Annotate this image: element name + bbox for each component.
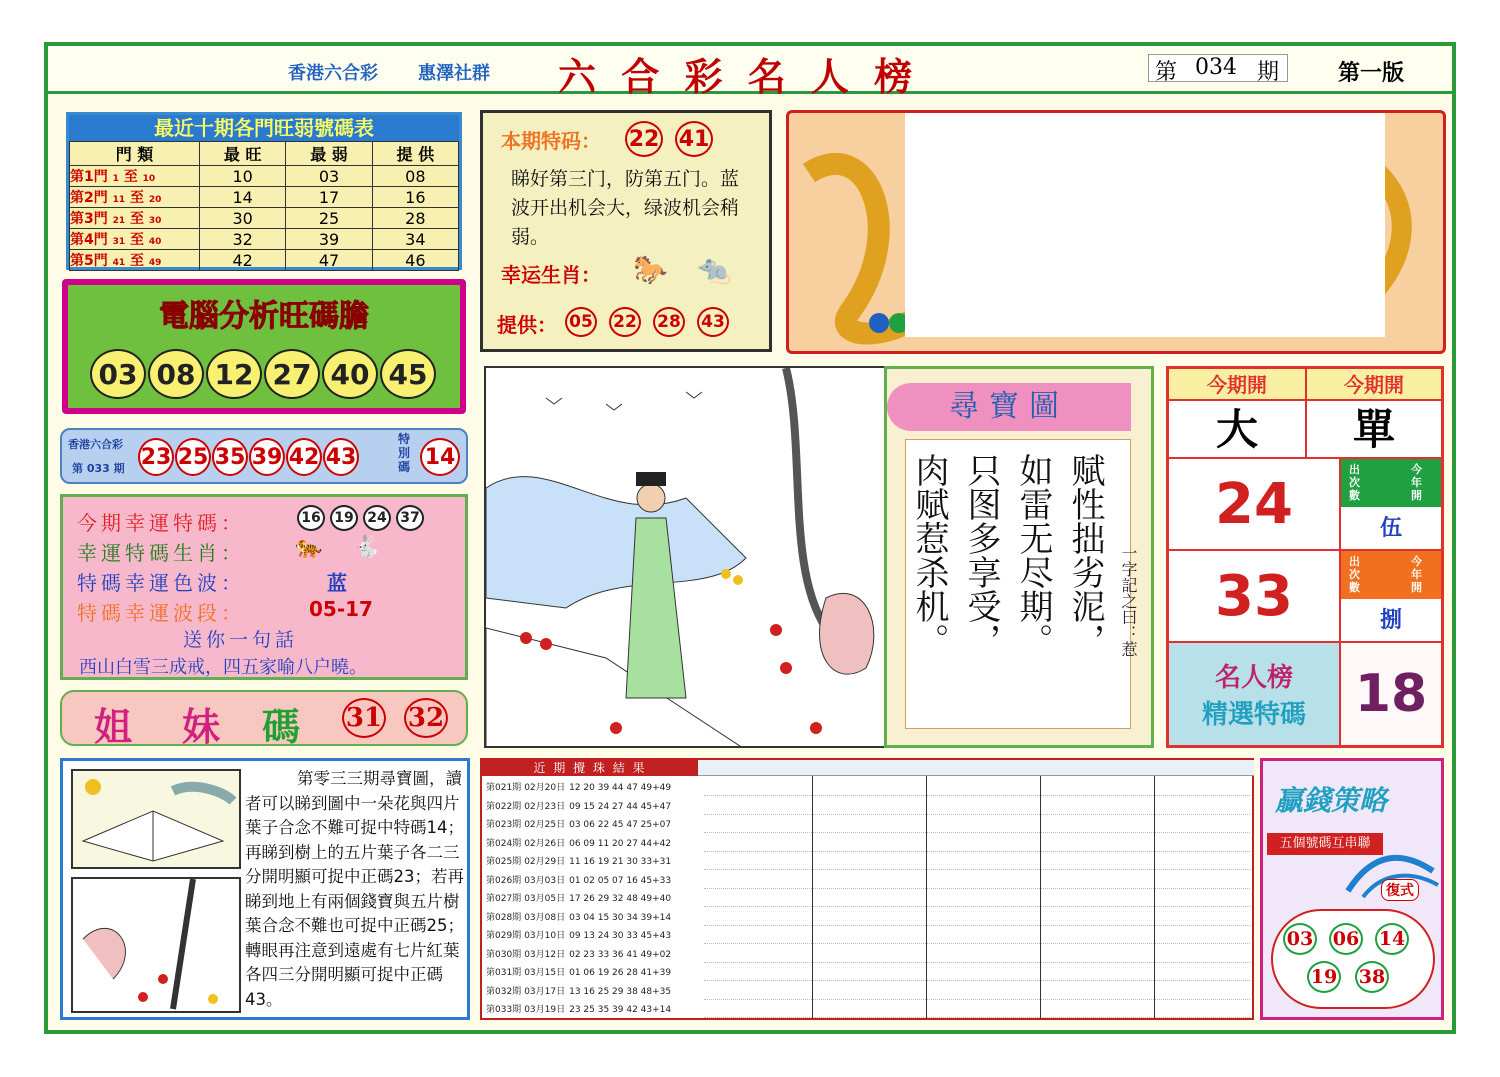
history-row: [486, 910, 696, 928]
issue-box: [1148, 54, 1288, 85]
table-row: [70, 166, 459, 187]
strategy-title: 贏錢策略: [1275, 784, 1388, 817]
scene-drawing: [486, 368, 886, 748]
poem-line: 只图多享受，: [961, 453, 1001, 657]
open-odd: 單: [1307, 401, 1441, 459]
history-row: [486, 780, 696, 798]
poem-line: 肉赋惹杀机。: [909, 453, 949, 657]
history-issue: 第024期: [486, 838, 522, 849]
history-issue: 第026期: [486, 875, 522, 886]
cell-max: 10: [200, 166, 286, 187]
history-date: 03月08日: [524, 912, 566, 923]
last-draw-label: 香港六合彩: [68, 438, 123, 451]
history-dot-row: [704, 1004, 1250, 1018]
ball-header: [698, 760, 1254, 776]
lucky-saying: 西山白雪三成戒，四五家喻八户曉。: [79, 657, 367, 678]
history-dot-row: [704, 856, 1250, 870]
number-ball: 45: [380, 349, 436, 399]
poem-columns: [907, 453, 1107, 657]
cell-min: 25: [286, 208, 372, 229]
gate-to: 40: [148, 237, 162, 247]
table-row: [70, 229, 459, 250]
cell-give: 16: [372, 187, 458, 208]
history-numbers: 03 04 15 30 34 39+14: [569, 912, 672, 923]
open-header-1: 今期開: [1169, 369, 1307, 401]
number-ball: 23: [138, 438, 174, 476]
history-row: [486, 836, 696, 854]
number-ball: 25: [175, 438, 211, 476]
number-ball: 38: [1355, 961, 1389, 993]
number-ball: 28: [653, 307, 685, 337]
history-date: 02月20日: [524, 783, 566, 793]
pick-number: 18: [1341, 643, 1441, 745]
page-title: 六 合 彩 名 人 榜: [558, 55, 919, 99]
history-row: [486, 928, 696, 946]
history-numbers: 17 26 29 32 48 49+40: [569, 894, 672, 904]
special-code-label: 本期特码：: [501, 129, 601, 153]
history-issue: 第027期: [486, 894, 522, 904]
history-dot-row: [704, 819, 1250, 833]
lucky-color-value: 蓝: [327, 571, 347, 595]
famous-label: 名人榜: [1214, 663, 1293, 693]
computer-nums: [90, 349, 436, 399]
history-issue: 第022期: [486, 801, 522, 812]
history-dot-row: [704, 838, 1250, 852]
gate-from: 1: [112, 174, 119, 184]
poem-line: 赋性拙劣泥，: [1065, 453, 1105, 657]
gate-label: 第2門: [70, 190, 108, 206]
treasure-poem-box: [884, 366, 1154, 748]
number-ball: 16: [297, 505, 325, 531]
cell-min: 47: [286, 250, 372, 271]
computer-title: 電腦分析旺碼膽: [159, 299, 369, 334]
lucky-special-label: 今期幸運特碼：: [77, 511, 245, 535]
explain-box: [60, 758, 470, 1020]
gate-zhi: 至: [130, 232, 145, 248]
history-numbers: 12 20 39 44 47 49+49: [569, 783, 672, 793]
cell-max: 30: [200, 208, 286, 229]
number-ball: 05: [565, 307, 597, 337]
number-ball: 27: [264, 349, 320, 399]
col-gate: 門 類: [70, 142, 200, 166]
tiger-icon: 🐅: [295, 535, 323, 560]
tag-count: 出次數: [1349, 463, 1360, 502]
number-ball: 03: [90, 349, 146, 399]
history-date: 02月26日: [524, 838, 566, 849]
number-ball: 43: [697, 307, 729, 337]
gate-zhi: 至: [130, 211, 145, 227]
treasure-illustration: [484, 366, 886, 748]
brand-community: 惠澤社群: [418, 63, 490, 84]
number-ball: 37: [396, 505, 424, 531]
history-dot-row: [704, 801, 1250, 815]
number-ball: 42: [286, 438, 322, 476]
history-title: 近 期 攪 珠 結 果: [482, 760, 698, 776]
cell-give: 28: [372, 208, 458, 229]
table-row: [70, 250, 459, 271]
history-table: [480, 758, 1254, 1020]
history-issue: 第033期: [486, 1005, 522, 1015]
history-date: 02月29日: [524, 857, 566, 867]
gate-zhi: 至: [123, 169, 138, 185]
count-value-2: 捌: [1341, 599, 1441, 643]
history-numbers: 03 06 22 45 47 25+07: [569, 820, 672, 830]
number-ball: 22: [625, 121, 663, 157]
rabbit-icon: 🐇: [353, 535, 381, 560]
history-row: [486, 817, 696, 835]
col-min: 最 弱: [286, 142, 372, 166]
history-date: 03月12日: [524, 949, 566, 960]
number-ball: 35: [212, 438, 248, 476]
blank-panel: [905, 110, 1385, 337]
number-ball: 40: [322, 349, 378, 399]
number-ball: 39: [249, 438, 285, 476]
brand-hk: 香港六合彩: [288, 63, 378, 84]
number-ball: 12: [206, 349, 262, 399]
history-row: [486, 1002, 696, 1020]
number-ball: 03: [1283, 923, 1317, 955]
history-dot-row: [704, 986, 1250, 1000]
cell-min: 03: [286, 166, 372, 187]
history-issue: 第021期: [486, 783, 522, 793]
history-row: [486, 873, 696, 891]
history-dot-row: [704, 912, 1250, 926]
number-ball: 08: [148, 349, 204, 399]
history-issue: 第032期: [486, 986, 522, 997]
lucky-box: [60, 494, 468, 680]
ten-period-table: [66, 112, 462, 270]
zodiac-label: 幸运生肖：: [501, 263, 601, 287]
count-value-1: 伍: [1341, 507, 1441, 551]
lucky-range-value: 05-17: [309, 597, 373, 621]
lucky-zodiac-label: 幸運特碼生肖：: [77, 541, 245, 565]
result-panel: [1166, 366, 1444, 748]
lucky-range-label: 特碼幸運波段：: [77, 601, 245, 625]
last-draw-issue: 第 033 期: [72, 462, 125, 475]
gate-to: 30: [148, 216, 162, 226]
history-date: 03月15日: [524, 968, 566, 978]
issue-number: 034: [1195, 55, 1237, 80]
special-code-box: [480, 110, 772, 352]
horse-icon: 🐎: [633, 253, 668, 286]
poem-note: 一字記之曰：惹: [1119, 545, 1138, 657]
history-row: [486, 984, 696, 1002]
poem-line: 如雷无尽期。: [1013, 453, 1053, 657]
cell-max: 42: [200, 250, 286, 271]
history-dot-row: [704, 930, 1250, 944]
lucky-color-label: 特碼幸運色波：: [77, 571, 245, 595]
history-issue: 第028期: [486, 912, 522, 923]
history-dot-row: [704, 782, 1250, 796]
gate-label: 第3門: [70, 211, 108, 227]
gate-to: 10: [142, 174, 156, 184]
gate-zhi: 至: [130, 253, 145, 269]
history-row: [486, 947, 696, 965]
gate-to: 49: [148, 258, 162, 268]
cell-min: 39: [286, 229, 372, 250]
history-issue: 第029期: [486, 931, 522, 941]
history-row: [486, 854, 696, 872]
last-draw-nums: [138, 438, 359, 476]
lucky-special-nums: [297, 505, 424, 531]
history-numbers: 06 09 11 20 27 44+42: [569, 838, 672, 849]
cell-min: 17: [286, 187, 372, 208]
tag-year: 今年開: [1411, 555, 1422, 594]
history-numbers: 01 02 05 07 16 45+33: [569, 875, 672, 886]
strategy-mode: 復式: [1381, 879, 1419, 901]
history-dot-row: [704, 893, 1250, 907]
edition-label: 第一版: [1338, 61, 1405, 86]
history-date: 03月17日: [524, 986, 566, 997]
history-dot-row: [704, 875, 1250, 889]
cell-give: 34: [372, 229, 458, 250]
issue-prefix: 第: [1155, 60, 1178, 85]
history-issue: 第030期: [486, 949, 522, 960]
tag-orange-2: [1341, 551, 1441, 599]
number-ball: 41: [675, 121, 713, 157]
strategy-box: [1260, 758, 1444, 1020]
treasure-title: 尋寶圖: [887, 383, 1131, 431]
number-ball: 06: [1329, 923, 1363, 955]
special-code-text: 睇好第三门，防第五门。蓝波开出机会大，绿波机会稍弱。: [511, 168, 740, 248]
number-ball: 31: [342, 698, 386, 738]
history-numbers: 02 23 33 36 41 49+02: [569, 949, 672, 960]
gate-to: 20: [148, 195, 162, 205]
history-issue: 第031期: [486, 968, 522, 978]
give-label: 提供：: [497, 313, 557, 337]
ten-table-grid: [69, 141, 459, 271]
sister-char: 姐: [94, 705, 133, 749]
ten-table-title: 最近十期各門旺弱號碼表: [69, 115, 459, 141]
history-row: [486, 891, 696, 909]
history-issue: 第025期: [486, 857, 522, 867]
col-give: 提 供: [372, 142, 458, 166]
cell-give: 08: [372, 166, 458, 187]
history-date: 03月10日: [524, 931, 566, 941]
special-label: 特別碼: [398, 432, 411, 474]
issue-suffix: 期: [1257, 60, 1280, 85]
number-ball: 24: [363, 505, 391, 531]
history-numbers: 09 15 24 27 44 45+47: [569, 801, 672, 812]
rat-icon: 🐀: [697, 253, 732, 286]
history-numbers: 13 16 25 29 38 48+35: [569, 986, 672, 997]
banner-image: [786, 110, 1446, 354]
computer-analysis-box: [62, 279, 466, 414]
history-date: 02月23日: [524, 801, 566, 812]
famous-pick-box: [1169, 643, 1341, 745]
number-ball: 19: [330, 505, 358, 531]
number-ball: 22: [609, 307, 641, 337]
col-max: 最 旺: [200, 142, 286, 166]
gate-from: 41: [112, 258, 126, 268]
table-row: [70, 208, 459, 229]
open-header-2: 今期開: [1307, 369, 1441, 401]
gate-label: 第1門: [70, 169, 108, 185]
history-row: [486, 799, 696, 817]
tag-green-1: [1341, 459, 1441, 507]
history-date: 02月25日: [524, 820, 566, 830]
open-big: 大: [1169, 401, 1307, 459]
strategy-sub: 五個號碼互串聯: [1267, 833, 1383, 855]
last-draw-box: [60, 428, 468, 484]
sister-char: 碼: [262, 705, 301, 749]
gate-label: 第4門: [70, 232, 108, 248]
lucky-saying-title: 送你一句話: [183, 629, 299, 651]
tag-year: 今年開: [1411, 463, 1422, 502]
gate-from: 31: [112, 237, 126, 247]
sister-box: [60, 690, 468, 749]
tag-count: 出次數: [1349, 555, 1360, 594]
gate-label: 第5門: [70, 253, 108, 269]
number-24: 24: [1169, 459, 1341, 551]
history-date: 03月05日: [524, 894, 566, 904]
number-ball: 43: [323, 438, 359, 476]
gate-zhi: 至: [130, 190, 145, 206]
history-numbers: 01 06 19 26 28 41+39: [569, 968, 672, 978]
history-dot-row: [704, 949, 1250, 963]
number-ball: 19: [1307, 961, 1341, 993]
ground-illustration: [71, 877, 241, 1013]
number-ball: 14: [1375, 923, 1409, 955]
number-33: 33: [1169, 551, 1341, 643]
special-ball: 14: [420, 438, 460, 476]
history-numbers: 09 13 24 30 33 45+43: [569, 931, 672, 941]
header-bar: [48, 46, 1452, 99]
gate-from: 11: [112, 195, 126, 205]
sister-char: 妹: [182, 705, 221, 749]
pick-label: 精選特碼: [1201, 700, 1306, 730]
history-dot-row: [704, 967, 1250, 981]
history-numbers: 23 25 35 39 42 43+14: [569, 1005, 672, 1015]
history-date: 03月19日: [524, 1005, 566, 1015]
give-nums: [565, 307, 729, 337]
explain-text: 第零三三期尋寶圖，讀者可以睇到圖中一朵花與四片葉子合念不難可捉中特碼14；再睇到樹上的五片葉子各二三分開明顯可捉中正碼23；若再睇到地上有兩個錢寶與五片樹葉合念不難也可捉中正碼25；轉眼再注意到遠處有七片紅葉各四三分開明顯可捉中正碼43。: [245, 769, 464, 1009]
cell-max: 32: [200, 229, 286, 250]
number-ball: 32: [404, 698, 448, 738]
book-illustration: [71, 769, 241, 869]
table-row: [70, 187, 459, 208]
cell-give: 46: [372, 250, 458, 271]
gate-from: 21: [112, 216, 126, 226]
history-row: [486, 965, 696, 983]
history-issue: 第023期: [486, 820, 522, 830]
history-date: 03月03日: [524, 875, 566, 886]
history-numbers: 11 16 19 21 30 33+31: [569, 857, 672, 867]
cell-max: 14: [200, 187, 286, 208]
